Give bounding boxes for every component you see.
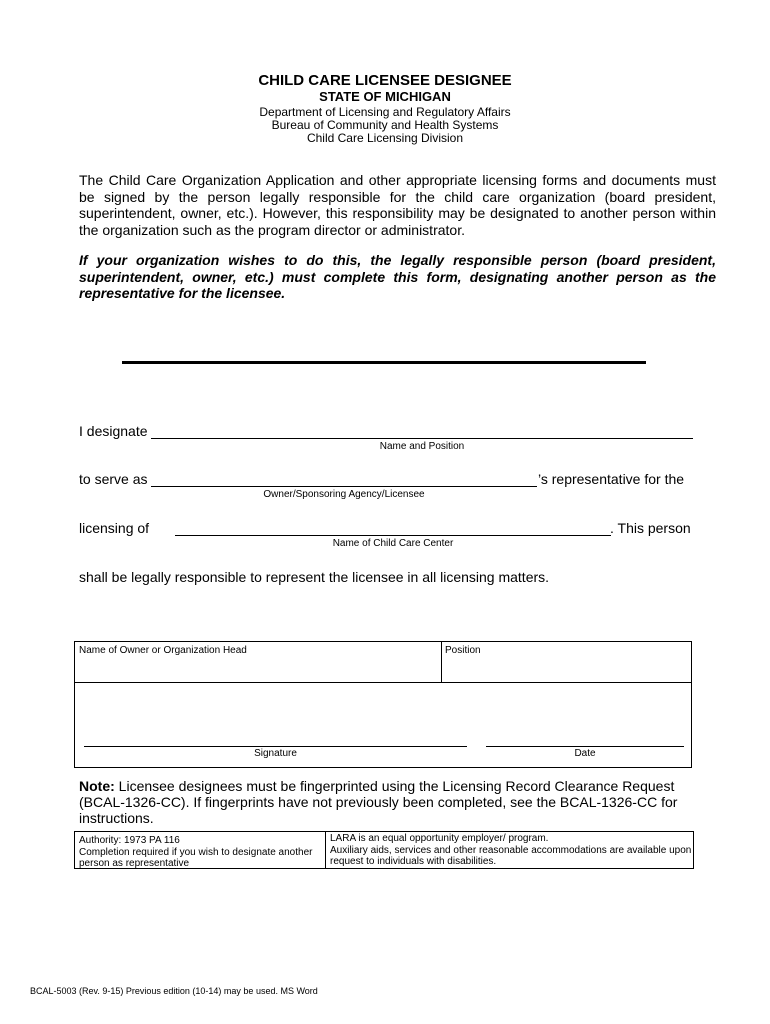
note-text: Licensee designees must be fingerprinted using the Licensing Record Clearance Request (BCAL-1326-CC). If fingerprints have not previously been completed, see the BCAL-1326-CC for instructions. xyxy=(79,778,678,826)
department-name: Department of Licensing and Regulatory Affairs xyxy=(259,105,511,119)
lara-cell xyxy=(330,833,692,868)
signature-table xyxy=(74,641,692,768)
designate-name-field[interactable] xyxy=(151,438,693,439)
designate-caption: Name and Position xyxy=(379,441,465,452)
authority-cell xyxy=(79,835,321,870)
form-id-footer: BCAL-5003 (Rev. 9-15) Previous edition (10-14) may be used. MS Word xyxy=(30,986,318,996)
date-label: Date xyxy=(574,748,596,759)
instruction-paragraph: If your organization wishes to do this, the legally responsible person (board president, superintendent, owner, etc.) must complete this form, designating another person as the representative for the licensee. xyxy=(79,252,716,301)
serve-label: to serve as xyxy=(79,471,148,487)
form-title: CHILD CARE LICENSEE DESIGNEE xyxy=(258,72,512,89)
row-divider xyxy=(75,682,691,683)
authority-table xyxy=(74,831,694,869)
signature-label: Signature xyxy=(254,748,297,759)
division-name: Child Care Licensing Division xyxy=(306,131,464,145)
authority-text: Authority: 1973 PA 116 xyxy=(79,835,180,846)
fingerprint-note xyxy=(79,778,699,826)
column-divider xyxy=(441,642,442,682)
designate-label: I designate xyxy=(79,423,148,439)
licensing-suffix: . This person xyxy=(610,520,691,536)
note-prefix: Note: xyxy=(79,778,115,794)
owner-name-field[interactable] xyxy=(79,656,437,680)
lara-text: LARA is an equal opportunity employer/ program. xyxy=(330,833,549,844)
owner-name-label: Name of Owner or Organization Head xyxy=(79,645,247,656)
aids-text: Auxiliary aids, services and other reasonable accommodations are available upon request to individuals with disabilities. xyxy=(330,844,692,867)
licensing-label: licensing of xyxy=(79,520,150,536)
signature-field[interactable] xyxy=(84,746,467,747)
state-name: STATE OF MICHIGAN xyxy=(319,89,451,104)
section-divider xyxy=(122,361,646,364)
date-field[interactable] xyxy=(486,746,684,747)
bureau-name: Bureau of Community and Health Systems xyxy=(271,118,499,132)
center-name-field[interactable] xyxy=(175,535,611,536)
authority-column-divider xyxy=(325,832,326,868)
position-field[interactable] xyxy=(445,656,687,680)
licensee-field[interactable] xyxy=(151,486,537,487)
intro-paragraph: The Child Care Organization Application and other appropriate licensing forms and documents must be signed by the person legally responsible for the child care organization (board president, superintendent, owner, etc.). However, this responsibility may be designated to another person within the organization such as the program director or administrator. xyxy=(79,172,716,238)
serve-caption: Owner/Sponsoring Agency/Licensee xyxy=(263,489,425,500)
serve-suffix: ’s representative for the xyxy=(538,471,685,487)
completion-text: Completion required if you wish to designate another person as representative xyxy=(79,846,313,869)
licensing-caption: Name of Child Care Center xyxy=(332,538,454,549)
responsibility-statement: shall be legally responsible to represent the licensee in all licensing matters. xyxy=(79,569,550,585)
position-label: Position xyxy=(445,645,481,656)
